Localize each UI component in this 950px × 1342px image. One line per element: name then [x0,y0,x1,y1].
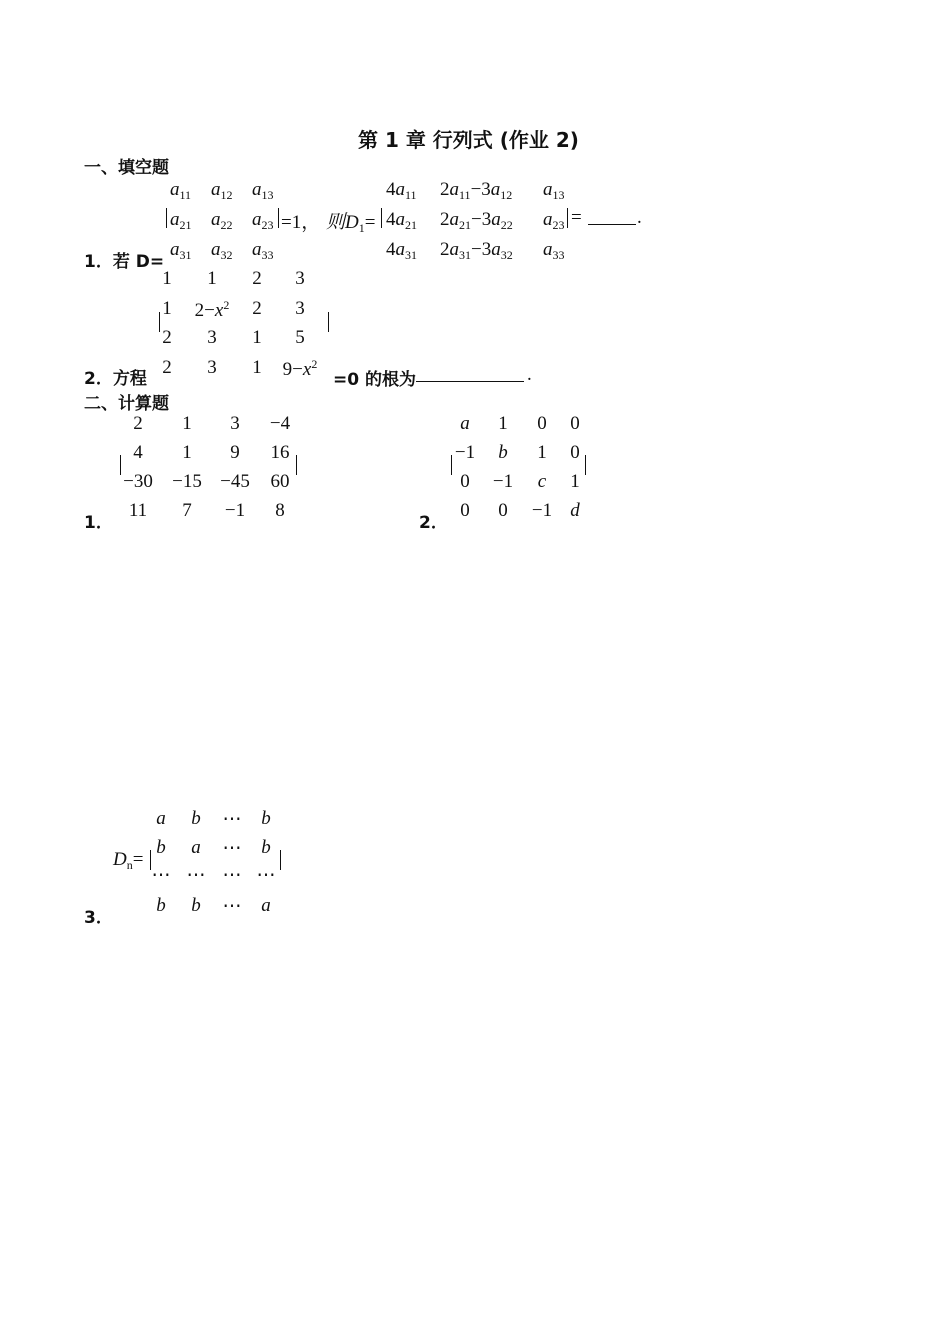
c3-cell: ⋯ [222,809,242,830]
q1-D1-cell: $4a_{31}$ [386,239,417,262]
q1-D-cell: $a_{23}$ [252,209,274,232]
c2-cell: −1 [531,500,553,521]
q1-D-cell: $a_{11}$ [170,179,192,202]
c2-cell: c [537,471,547,492]
c2-cell: 1 [498,413,508,434]
q2-tail: =0 的根为 [333,370,416,390]
q2-number: 2．方程 [84,369,147,389]
c1-cell: 11 [128,500,148,521]
q2-cell: 1 [207,268,217,289]
c1-cell: −15 [172,471,202,492]
q1-D-cell: $a_{21}$ [170,209,192,232]
c3-cell: b [156,895,166,916]
q2-cell: 2 [252,268,262,289]
q1-D1-cell: $a_{13}$ [543,179,565,202]
q1-D1-cell: $a_{33}$ [543,239,565,262]
q1-D-cell: $a_{31}$ [170,239,192,262]
q1-D1-cell: $2a_{11}-3a_{12}$ [440,179,513,202]
c3-cell: ⋯ [222,865,242,886]
c3-cell: a [261,895,271,916]
c1-cell: 1 [182,442,192,463]
q2-answer-blank [416,367,524,382]
c3-cell: b [261,837,271,858]
page-title: 第 1 章 行列式 (作业 2) [358,128,579,152]
q2-cell: 3 [295,298,305,319]
c3-cell: a [156,808,166,829]
q2-cell: 1 [252,327,262,348]
q2-cell: 3 [207,357,217,378]
c1-right-bar [296,455,297,475]
c1-cell: 2 [133,413,143,434]
c2-right-bar [585,455,586,475]
q1-D-cell: $a_{33}$ [252,239,274,262]
c1-cell: 60 [270,471,290,492]
c2-cell: 0 [570,442,580,463]
c3-cell: ⋯ [151,865,171,886]
c3-cell: b [191,808,201,829]
c2-cell: a [460,413,470,434]
q2-cell: 3 [295,268,305,289]
c3-cell: ⋯ [186,865,206,886]
c3-cell: b [156,837,166,858]
c1-cell: 4 [133,442,143,463]
c1-left-bar [120,455,121,475]
c3-cell: ⋯ [222,896,242,917]
q1-D1-left-bar [381,208,382,228]
q1-D1-label: 则$D_1=$ [326,212,376,235]
c1-cell: −30 [123,471,153,492]
c3-cell: ⋯ [256,865,276,886]
q1-D1-cell: $a_{23}$ [543,209,565,232]
c2-cell: −1 [492,471,514,492]
c3-cell: a [191,837,201,858]
q1-equals-one: =1， [281,212,321,233]
c2-cell: −1 [454,442,476,463]
c1-number: 1． [84,513,113,533]
q1-D1-right-bar [567,208,568,228]
q2-period: . [527,364,532,385]
q1-answer-blank [588,210,636,225]
q2-cell: 3 [207,327,217,348]
q1-D-cell: $a_{22}$ [211,209,233,232]
q1-D1-cell: $2a_{31}-3a_{32}$ [440,239,513,262]
c2-left-bar [451,455,452,475]
c3-cell: b [261,808,271,829]
q2-cell: 2 [162,357,172,378]
q1-D-right-bar [278,208,279,228]
q2-cell: 1 [252,357,262,378]
c1-cell: 16 [270,442,290,463]
q2-cell: $2-x^2$ [194,298,230,321]
c2-cell: 0 [498,500,508,521]
c1-cell: 8 [275,500,285,521]
q2-left-bar [159,312,160,332]
q2-cell: 5 [295,327,305,348]
c3-number: 3． [84,908,113,928]
q1-number: 1．若 D= [84,252,165,272]
c2-cell: 1 [570,471,580,492]
c1-cell: −45 [220,471,250,492]
q1-D-cell: $a_{12}$ [211,179,233,202]
section-fill-in-heading: 一、填空题 [84,158,169,178]
q1-D1-cell: $2a_{21}-3a_{22}$ [440,209,513,232]
c2-cell: 0 [537,413,547,434]
q2-cell: 1 [162,298,172,319]
c2-cell: 0 [460,500,470,521]
q1-D-cell: $a_{13}$ [252,179,274,202]
c3-label: $D_n=$ [113,849,144,872]
q1-D1-cell: $4a_{11}$ [386,179,417,202]
c1-cell: −4 [269,413,291,434]
c2-cell: 0 [460,471,470,492]
q1-D1-cell: $4a_{21}$ [386,209,417,232]
c3-cell: ⋯ [222,838,242,859]
c3-cell: b [191,895,201,916]
c2-number: 2． [419,513,448,533]
q1-D-left-bar [166,208,167,228]
c1-cell: −1 [224,500,246,521]
q2-cell: 1 [162,268,172,289]
c1-cell: 1 [182,413,192,434]
q2-cell: $9-x^2$ [282,357,318,380]
c2-cell: 1 [537,442,547,463]
c2-cell: 0 [570,413,580,434]
c1-cell: 9 [230,442,240,463]
q2-right-bar [328,312,329,332]
c2-cell: d [570,500,580,521]
c3-right-bar [280,850,281,870]
section-calc-heading: 二、计算题 [84,394,169,414]
q1-period: . [637,207,642,228]
c2-cell: b [498,442,508,463]
c1-cell: 3 [230,413,240,434]
q2-cell: 2 [252,298,262,319]
q1-answer-equals: = [571,207,582,228]
q2-cell: 2 [162,327,172,348]
c1-cell: 7 [182,500,192,521]
q1-D-cell: $a_{32}$ [211,239,233,262]
